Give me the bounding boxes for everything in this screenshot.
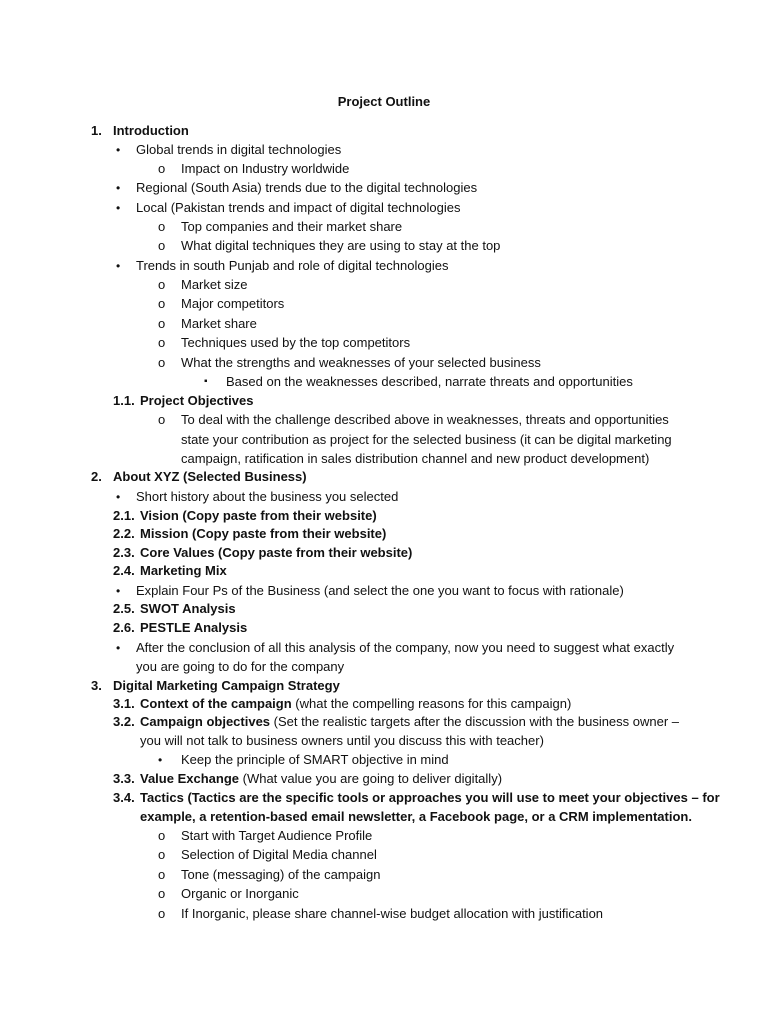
item-text: Campaign objectives xyxy=(140,714,271,729)
item-text: What digital techniques they are using to stay at the top xyxy=(181,238,501,253)
outline-item xyxy=(136,639,674,657)
item-text: About XYZ (Selected Business) xyxy=(113,469,307,484)
item-text: example, a retention-based email newsletter, a Facebook page, or a CRM implementation. xyxy=(140,809,692,824)
circle-marker: o xyxy=(158,828,166,843)
item-text: Top companies and their market share xyxy=(181,219,403,234)
item-text: you will not talk to business owners until you discuss this with teacher) xyxy=(140,733,544,748)
item-text: Regional (South Asia) trends due to the digital technologies xyxy=(136,180,478,195)
item-text: What the strengths and weaknesses of your selected business xyxy=(181,355,541,370)
section-number: 2.6. xyxy=(113,620,135,635)
circle-marker: o xyxy=(158,277,166,292)
section-number: 2.1. xyxy=(113,508,135,523)
item-text: Trends in south Punjab and role of digital technologies xyxy=(136,258,449,273)
item-text: Market share xyxy=(181,316,257,331)
circle-marker: o xyxy=(158,161,166,176)
outline-item xyxy=(181,276,247,294)
circle-marker: o xyxy=(158,355,166,370)
section-heading xyxy=(113,677,340,695)
section-heading xyxy=(140,600,236,618)
outline-item xyxy=(181,866,380,884)
section-heading xyxy=(140,789,720,807)
item-text: Selection of Digital Media channel xyxy=(181,847,377,862)
circle-marker: o xyxy=(158,906,166,921)
bullet-marker: • xyxy=(116,641,121,655)
circle-marker: o xyxy=(158,296,166,311)
item-text: Value Exchange xyxy=(140,771,239,786)
outline-item xyxy=(226,373,633,391)
section-heading xyxy=(140,562,227,580)
circle-marker: o xyxy=(158,412,166,427)
outline-item xyxy=(181,315,257,333)
item-text: PESTLE Analysis xyxy=(140,620,248,635)
item-description: (Set the realistic targets after the discussion with the business owner – xyxy=(270,714,680,729)
outline-item xyxy=(136,582,624,600)
bullet-marker: • xyxy=(116,201,121,215)
bullet-marker: • xyxy=(116,259,121,273)
section-heading xyxy=(140,770,502,788)
circle-marker: o xyxy=(158,335,166,350)
item-text: Start with Target Audience Profile xyxy=(181,828,373,843)
section-heading xyxy=(140,507,377,525)
outline-item xyxy=(136,179,477,197)
section-number: 2.5. xyxy=(113,601,135,616)
item-text: Techniques used by the top competitors xyxy=(181,335,411,350)
square-marker: ▪ xyxy=(204,376,208,387)
item-text: SWOT Analysis xyxy=(140,601,236,616)
item-text: Vision (Copy paste from their website) xyxy=(140,508,377,523)
outline-item xyxy=(181,160,349,178)
outline-item xyxy=(181,905,603,923)
outline-item xyxy=(181,334,410,352)
outline-item xyxy=(181,885,299,903)
section-heading xyxy=(140,619,247,637)
section-heading xyxy=(140,392,253,410)
section-heading xyxy=(140,544,412,562)
section-heading xyxy=(140,713,679,731)
item-text: Short history about the business you selected xyxy=(136,489,399,504)
outline-item xyxy=(136,141,341,159)
circle-marker: o xyxy=(158,867,166,882)
outline-item xyxy=(136,257,448,275)
outline-item xyxy=(140,808,692,826)
item-text: Major competitors xyxy=(181,296,285,311)
item-text: Mission (Copy paste from their website) xyxy=(140,526,387,541)
section-number: 2. xyxy=(91,469,102,484)
item-text: Local (Pakistan trends and impact of digital technologies xyxy=(136,200,461,215)
section-number: 3.1. xyxy=(113,696,135,711)
circle-marker: o xyxy=(158,219,166,234)
section-number: 3.4. xyxy=(113,790,135,805)
bullet-marker: • xyxy=(158,753,163,767)
section-number: 3.3. xyxy=(113,771,135,786)
outline-item xyxy=(181,218,402,236)
item-text: Keep the principle of SMART objective in mind xyxy=(181,752,449,767)
section-number: 3. xyxy=(91,678,102,693)
item-text: campaign, ratification in sales distribution channel and new product development) xyxy=(181,451,650,466)
item-text: Explain Four Ps of the Business (and select the one you want to focus with rationale) xyxy=(136,583,624,598)
item-text: Based on the weaknesses described, narrate threats and opportunities xyxy=(226,374,633,389)
section-heading xyxy=(140,695,571,713)
item-text: If Inorganic, please share channel-wise budget allocation with justification xyxy=(181,906,604,921)
outline-item xyxy=(181,846,377,864)
item-text: Impact on Industry worldwide xyxy=(181,161,350,176)
circle-marker: o xyxy=(158,238,166,253)
item-text: Digital Marketing Campaign Strategy xyxy=(113,678,340,693)
item-text: Tactics (Tactics are the specific tools or approaches you will use to meet your objectives – for xyxy=(140,790,720,805)
outline-item xyxy=(181,450,649,468)
item-text: Core Values (Copy paste from their website) xyxy=(140,545,413,560)
item-text: Context of the campaign xyxy=(140,696,292,711)
section-number: 2.4. xyxy=(113,563,135,578)
circle-marker: o xyxy=(158,886,166,901)
section-heading xyxy=(113,122,189,140)
item-description: (what the compelling reasons for this campaign) xyxy=(291,696,572,711)
outline-item xyxy=(181,827,372,845)
item-text: Global trends in digital technologies xyxy=(136,142,342,157)
item-text: Project Objectives xyxy=(140,393,254,408)
item-text: Introduction xyxy=(113,123,189,138)
item-text: Tone (messaging) of the campaign xyxy=(181,867,381,882)
outline-item xyxy=(181,411,669,429)
item-text: Marketing Mix xyxy=(140,563,227,578)
outline-item xyxy=(181,431,672,449)
item-text: you are going to do for the company xyxy=(136,659,345,674)
section-heading xyxy=(113,468,307,486)
outline-item xyxy=(181,751,449,769)
bullet-marker: • xyxy=(116,143,121,157)
outline-item xyxy=(136,199,460,217)
outline-item xyxy=(181,295,284,313)
section-number: 1. xyxy=(91,123,102,138)
item-text: state your contribution as project for the selected business (it can be digital marketing xyxy=(181,432,672,447)
section-heading xyxy=(140,525,386,543)
item-text: Market size xyxy=(181,277,248,292)
bullet-marker: • xyxy=(116,181,121,195)
item-description: (What value you are going to deliver digitally) xyxy=(239,771,503,786)
outline-item xyxy=(181,237,500,255)
circle-marker: o xyxy=(158,847,166,862)
section-number: 2.2. xyxy=(113,526,135,541)
item-text: Organic or Inorganic xyxy=(181,886,299,901)
section-number: 3.2. xyxy=(113,714,135,729)
section-number: 2.3. xyxy=(113,545,135,560)
outline-item xyxy=(181,354,541,372)
document-title: Project Outline xyxy=(337,94,431,109)
section-number: 1.1. xyxy=(113,393,135,408)
bullet-marker: • xyxy=(116,490,121,504)
bullet-marker: • xyxy=(116,584,121,598)
outline-item xyxy=(136,488,398,506)
circle-marker: o xyxy=(158,316,166,331)
outline-item xyxy=(140,732,544,750)
outline-item xyxy=(136,658,344,676)
item-text: After the conclusion of all this analysis of the company, now you need to suggest what exactly xyxy=(136,640,675,655)
item-text: To deal with the challenge described above in weaknesses, threats and opportunities xyxy=(181,412,669,427)
